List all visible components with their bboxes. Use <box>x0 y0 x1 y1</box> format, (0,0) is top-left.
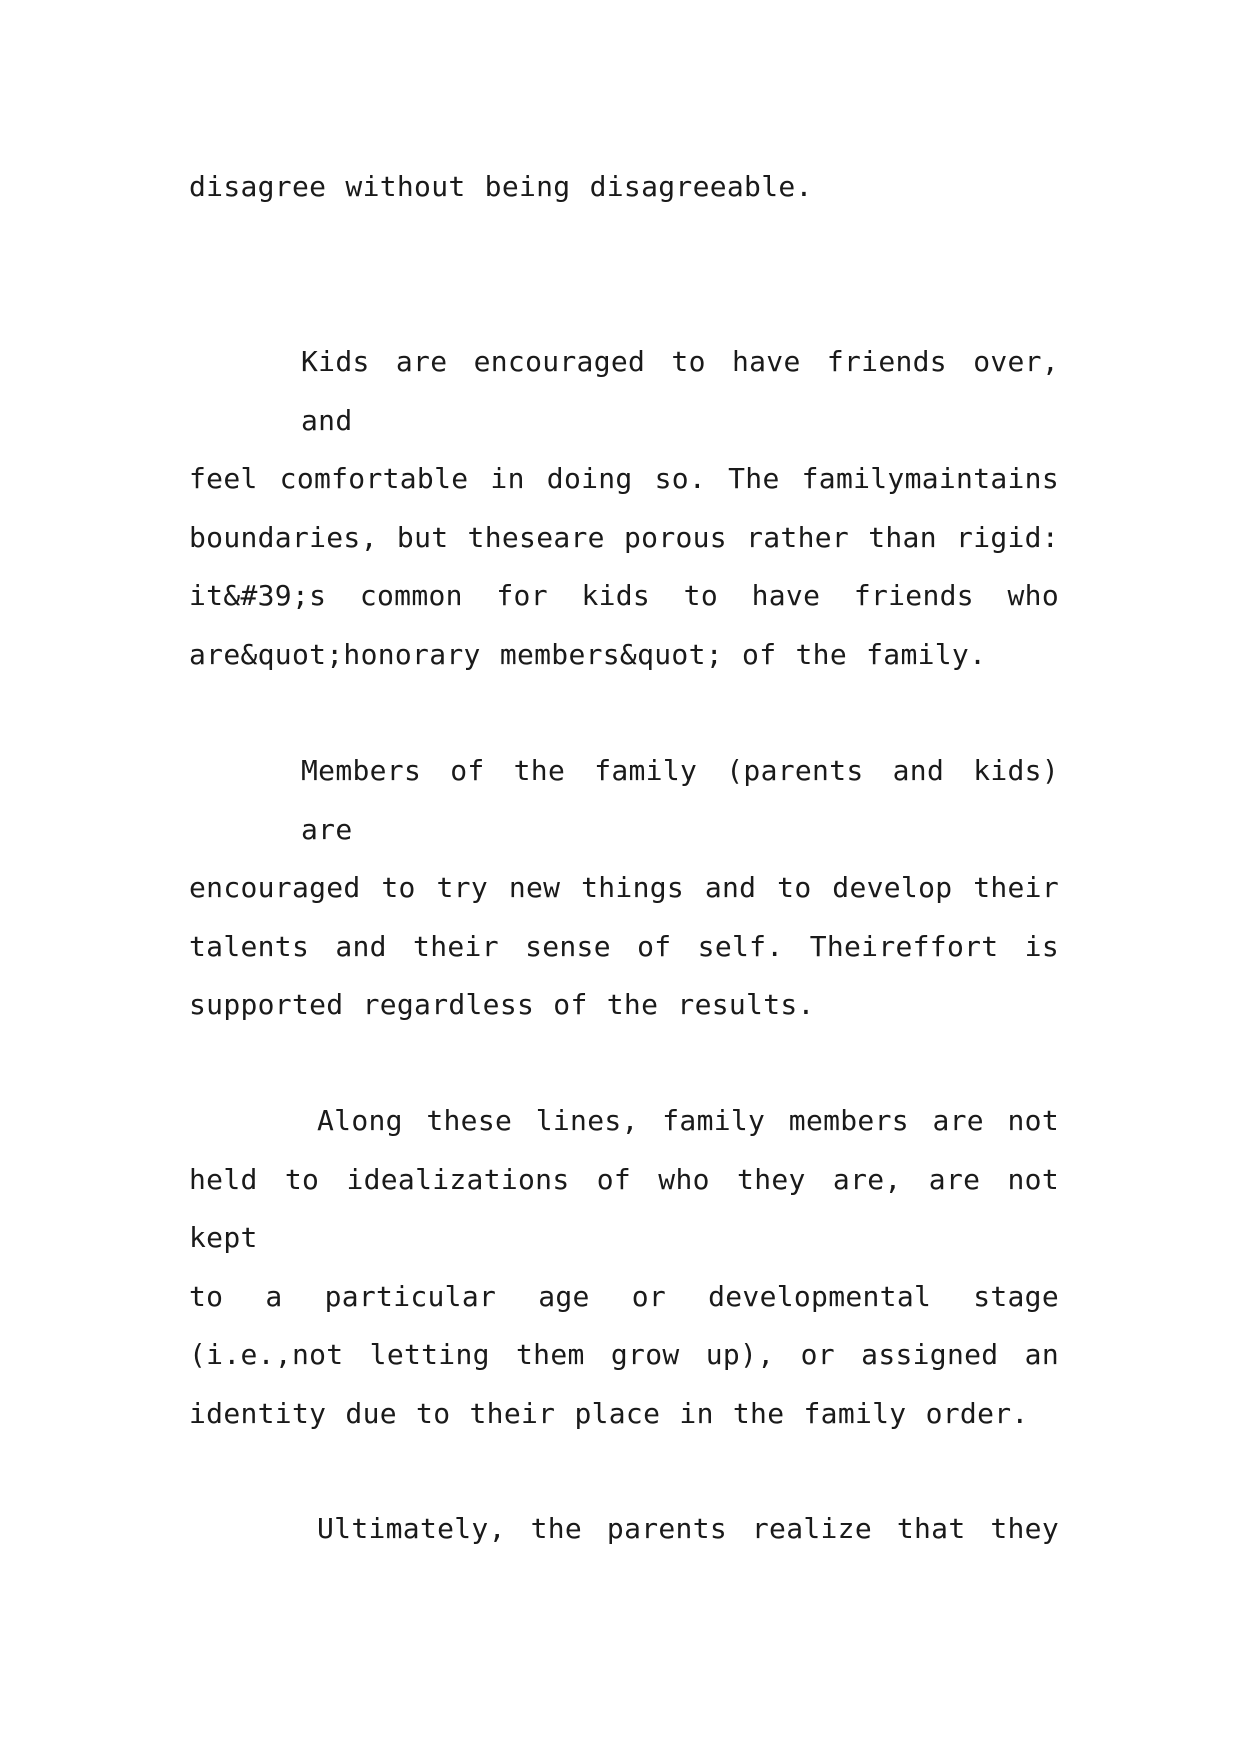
text-line: Members of the family (parents and kids) are <box>301 754 1059 846</box>
text-line: Ultimately, the parents realize that they <box>317 1512 1059 1545</box>
text-line: talents and their sense of self. Theireffort is <box>189 929 1059 963</box>
text-line: identity due to their place in the family order. <box>189 1396 1029 1430</box>
paragraph-new-things <box>189 742 1059 1035</box>
text-line: it&#39;s common for kids to have friends who <box>189 579 1059 612</box>
text-line: supported regardless of the results. <box>189 988 815 1021</box>
text-line: boundaries, but theseare porous rather than rigid: <box>189 520 1059 554</box>
text-line: encouraged to try new things and to develop their <box>189 871 1059 904</box>
text-line: held to idealizations of who they are, are not kept <box>189 1162 1059 1254</box>
text-line: are&quot;honorary members&quot; of the family. <box>189 637 987 671</box>
text-line: Along these lines, family members are not <box>317 1104 1059 1137</box>
text-line: disagree without being disagreeable. <box>189 170 813 203</box>
paragraph-ultimately <box>189 1500 1059 1559</box>
paragraph-idealizations <box>189 1092 1059 1443</box>
text-line: Kids are encouraged to have friends over, and <box>301 345 1059 437</box>
paragraph-kids-friends <box>189 333 1059 684</box>
paragraph-fragment <box>189 158 1059 217</box>
text-line: feel comfortable in doing so. The familymaintains <box>189 462 1059 495</box>
text-line: (i.e.,not letting them grow up), or assigned an <box>189 1338 1059 1371</box>
text-line: to a particular age or developmental stage <box>189 1279 1059 1313</box>
